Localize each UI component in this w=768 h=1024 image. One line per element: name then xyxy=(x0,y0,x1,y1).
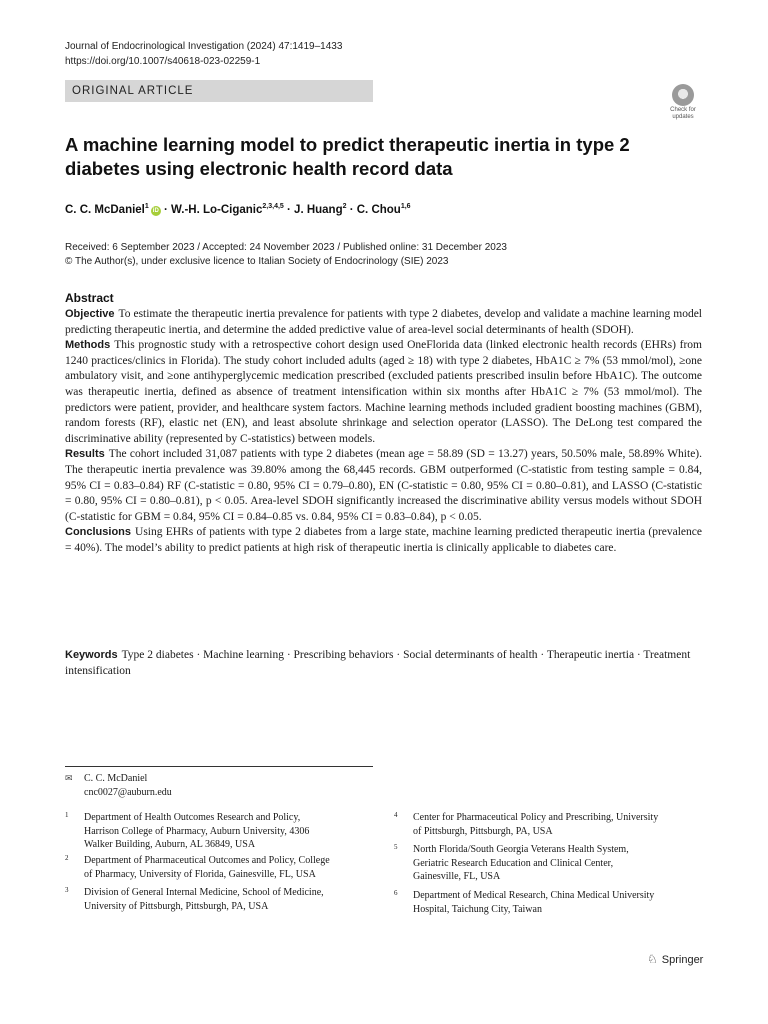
author-affiliation-marker: 2 xyxy=(342,203,347,210)
article-type-banner: ORIGINAL ARTICLE xyxy=(65,80,373,102)
affiliation-line: Department of Medical Research, China Medical University xyxy=(413,890,655,901)
keywords-label: Keywords xyxy=(65,649,118,661)
author-name[interactable]: J. Huang xyxy=(294,203,343,216)
article-title: A machine learning model to predict therapeutic inertia in type 2 diabetes using electronic health record data xyxy=(65,134,630,179)
journal-citation: Journal of Endocrinological Investigation (2024) 47:1419–1433 xyxy=(65,41,343,52)
section-text: Using EHRs of patients with type 2 diabetes from a large state, machine learning predicted therapeutic inertia (prevalence = 40%). The model’s ability to predict patients at high risk of therapeutic inertia is clinically applicable to diabetes care. xyxy=(65,526,702,554)
section-label: Conclusions xyxy=(65,526,132,539)
section-label: Objective xyxy=(65,308,115,320)
affiliation-number: 2 xyxy=(65,854,69,862)
publication-dates xyxy=(65,241,507,269)
envelope-icon: ✉ xyxy=(65,773,73,783)
affiliation-number: 3 xyxy=(65,886,69,894)
affiliation-line: Geriatric Research Education and Clinical Center, xyxy=(413,857,614,869)
correspondence xyxy=(65,771,172,800)
affiliation-line: Hospital, Taichung City, Taiwan xyxy=(413,903,542,915)
affiliation-line: of Pharmacy, University of Florida, Gainesville, FL, USA xyxy=(84,868,316,880)
affiliation-line: North Florida/South Georgia Veterans Health System, xyxy=(413,844,629,855)
section-label: Methods xyxy=(65,339,111,352)
affiliation-number: 1 xyxy=(65,811,69,819)
affiliation-line: Division of General Internal Medicine, School of Medicine, xyxy=(84,887,324,898)
affiliation-line: Center for Pharmaceutical Policy and Prescribing, University xyxy=(413,812,659,823)
section-label: Results xyxy=(65,448,105,461)
section-text: This prognostic study with a retrospective cohort design used OneFlorida data (linked electronic health records (EHRs) from 1240 practices/clinics in Florida). The study cohort included adults (aged ≥ 18) with type 2 diabetes, HbA1C ≥ 7% (53 mmol/mol), ≥one ambulatory visit, and ≥one antihyperglycemic medication prescribed (excluded patients prescribed insulin before HbA1C). The outcome was therapeutic inertia, defined as absence of treatment intensification within six months after HbA1C ≥ 7% (53 mmol/mol). The predictors were patient, provider, and healthcare system factors. Machine learning methods included gradient boosting machines (GBM), random forests (RF), elastic net (EN), and least absolute shrinkage and selection operator (LASSO). The DeLong test compared the discriminative ability (represented by C-statistics) between models. xyxy=(65,339,702,445)
section-text: The cohort included 31,087 patients with type 2 diabetes (mean age = 58.89 (SD = 13.27) years, 50.50% male, 58.89% White). The therapeutic inertia prevalence was 39.80% among the 68,445 records. GBM outperformed (C-statistic from testing sample = 0.84, 95% CI = 0.83–0.84) RF (C-statistic = 0.80, 95% CI = 0.79–0.80), EN (C-statistic = 0.80, 95% CI = 0.80–0.81), and LASSO (C-statistic = 0.80, 95% CI = 0.80–0.81), p < 0.05. Area-level SDOH significantly increased the discriminative ability versus models without SDOH (C-statistic for GBM = 0.84, 95% CI = 0.84–0.85 vs. 0.84, 95% CI = 0.83–0.84), p < 0.05. xyxy=(65,448,702,523)
affiliation-number: 4 xyxy=(394,811,398,819)
abstract-section-objective xyxy=(65,307,702,338)
correspondence-name: C. C. McDaniel xyxy=(84,773,148,784)
abstract-section-results xyxy=(65,447,702,525)
author-affiliation-marker: 1,6 xyxy=(400,203,411,210)
correspondence-email[interactable]: cnc0027@auburn.edu xyxy=(84,787,172,798)
publisher-name: Springer xyxy=(661,954,704,966)
orcid-icon[interactable]: iD xyxy=(152,207,159,214)
doi-link[interactable]: https://doi.org/10.1007/s40618-023-02259-1 xyxy=(65,56,261,67)
abstract-heading: Abstract xyxy=(65,291,114,305)
author-name[interactable]: C. C. McDaniel xyxy=(65,203,145,216)
keywords xyxy=(65,647,702,679)
author-affiliation-marker: 1 xyxy=(144,203,149,210)
abstract-section-conclusions xyxy=(65,525,702,556)
author-name[interactable]: C. Chou xyxy=(356,203,401,216)
keywords-text: Type 2 diabetes · Machine learning · Prescribing behaviors · Social determinants of health · Therapeutic inertia · Treatment intensification xyxy=(65,649,691,677)
affiliation-line: Gainesville, FL, USA xyxy=(413,871,501,882)
springer-horse-icon: ♘ xyxy=(647,952,658,966)
check-updates-icon xyxy=(672,84,694,106)
affiliation-line: Walker Building, Auburn, AL 36849, USA xyxy=(84,839,256,850)
history-dates: Received: 6 September 2023 / Accepted: 24 November 2023 / Published online: 31 December 2023 xyxy=(65,242,507,253)
publisher-logo xyxy=(647,952,703,966)
footnote-divider xyxy=(65,766,373,767)
abstract-section-methods xyxy=(65,338,702,447)
abstract-body xyxy=(65,307,702,557)
author-name[interactable]: W.-H. Lo-Ciganic xyxy=(171,203,263,216)
affiliation-line: Harrison College of Pharmacy, Auburn University, 4306 xyxy=(84,825,310,837)
affiliation-line: Department of Health Outcomes Research and Policy, xyxy=(84,812,301,823)
affiliation-line: of Pittsburgh, Pittsburgh, PA, USA xyxy=(413,825,553,837)
author-list: C. C. McDaniel$^1$iD · W.-H. Lo-Ciganic$^{2,3,4,5}$ · J. Huang$^2$ · C. Chou$^{1,6}$ xyxy=(65,203,411,216)
check-for-updates-badge[interactable] xyxy=(665,84,701,124)
author-affiliation-marker: 2,3,4,5 xyxy=(262,203,284,210)
check-updates-label: Check for updates xyxy=(670,107,696,120)
affiliation-number: 5 xyxy=(394,843,398,851)
section-text: To estimate the therapeutic inertia prevalence for patients with type 2 diabetes, develop and validate a machine learning model predicting therapeutic inertia, and determine the added predictive value of area-level social determinants of health (SDOH). xyxy=(65,308,702,336)
affiliation-number: 6 xyxy=(394,889,398,897)
affiliation-line: Department of Pharmaceutical Outcomes and Policy, College xyxy=(84,855,330,866)
copyright-line: © The Author(s), under exclusive licence to Italian Society of Endocrinology (SIE) 2023 xyxy=(65,256,449,267)
affiliation-line: University of Pittsburgh, Pittsburgh, PA, USA xyxy=(84,900,269,912)
